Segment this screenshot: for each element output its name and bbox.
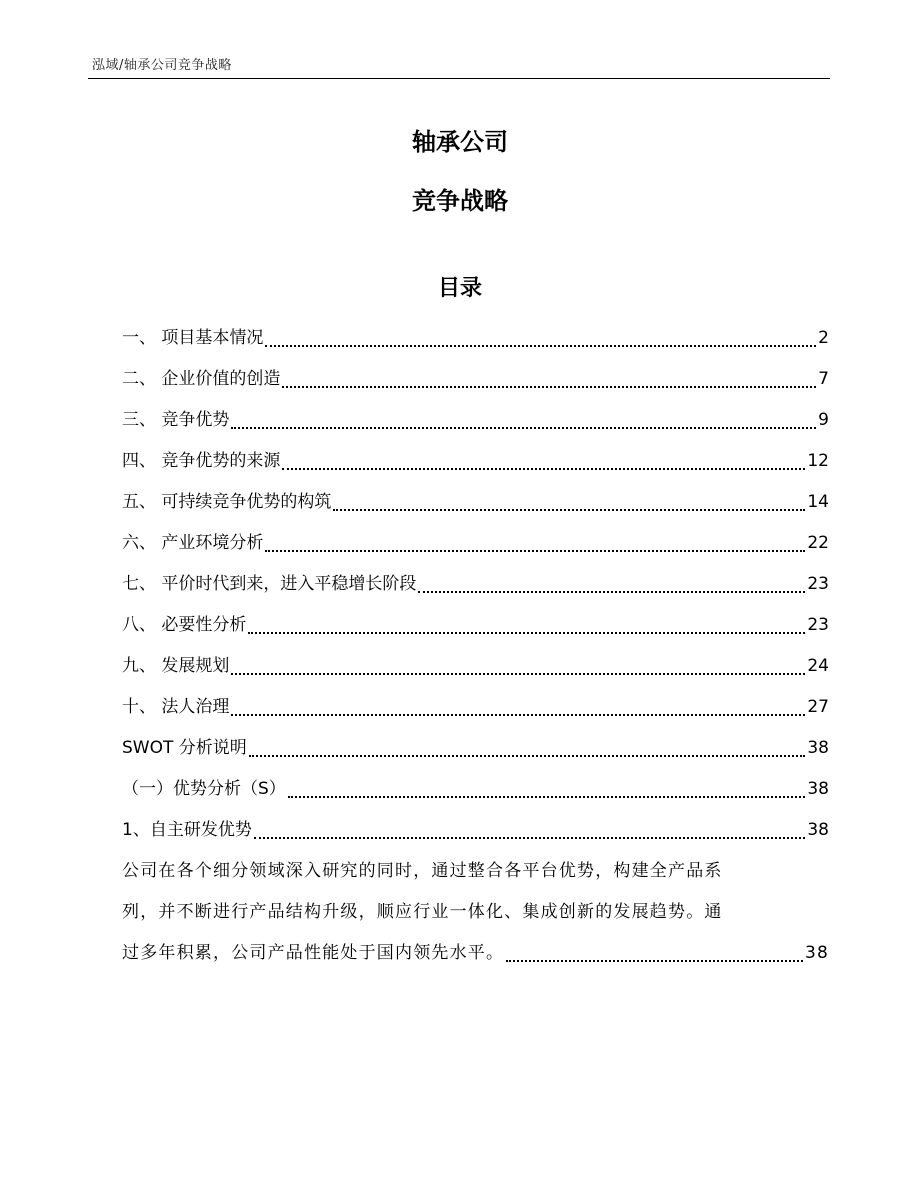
- toc-entry-page: 38: [804, 943, 829, 963]
- toc-leader-dots: [506, 959, 803, 962]
- toc-leader-dots: [231, 713, 805, 716]
- toc-leader-dots: [265, 344, 816, 347]
- toc-entry-label: 九、 发展规划: [122, 656, 230, 676]
- toc-leader-dots: [418, 590, 805, 593]
- toc-entry-page: 38: [807, 779, 829, 799]
- toc-heading: 目录: [437, 276, 482, 301]
- toc-entry[interactable]: [122, 687, 829, 728]
- toc-entry[interactable]: [122, 482, 829, 523]
- toc-long-entry-line: 过多年积累，公司产品性能处于国内领先水平。: [122, 943, 505, 963]
- document-title: 轴承公司: [412, 128, 508, 156]
- toc-entry-label: 1、自主研发优势: [122, 820, 252, 840]
- toc-entry[interactable]: [122, 359, 829, 400]
- toc-entry-page: 24: [807, 656, 829, 676]
- toc-entry-label: 四、 竞争优势的来源: [122, 451, 281, 471]
- toc-entry-label: 八、 必要性分析: [122, 615, 247, 635]
- toc-entry-label: 一、 项目基本情况: [122, 328, 264, 348]
- toc-entry[interactable]: [122, 441, 829, 482]
- toc-leader-dots: [288, 795, 806, 798]
- toc-entry-page: 9: [818, 410, 829, 430]
- toc-entry-page: 22: [807, 533, 829, 553]
- toc-entry-label: 五、 可持续竞争优势的构筑: [122, 492, 332, 512]
- toc-entry-page: 14: [807, 492, 829, 512]
- toc-leader-dots: [231, 672, 805, 675]
- toc-entry-page: 23: [807, 615, 829, 635]
- toc-entry-page: 27: [807, 697, 829, 717]
- toc-entry-page: 12: [807, 451, 829, 471]
- table-of-contents: [122, 318, 829, 974]
- toc-leader-dots: [265, 549, 805, 552]
- toc-long-entry-line: 列，并不断进行产品结构升级，顺应行业一体化、集成创新的发展趋势。通: [122, 902, 723, 922]
- toc-entry[interactable]: [122, 523, 829, 564]
- toc-entry-label: 三、 竞争优势: [122, 410, 230, 430]
- document-subtitle: 竞争战略: [412, 187, 508, 215]
- toc-entry-page: 2: [818, 328, 829, 348]
- header-rule: [88, 78, 830, 79]
- toc-long-entry[interactable]: [122, 851, 829, 974]
- toc-entry[interactable]: [122, 400, 829, 441]
- toc-entry-page: 38: [807, 820, 829, 840]
- toc-entry-page: 38: [807, 738, 829, 758]
- toc-leader-dots: [248, 631, 805, 634]
- toc-entry[interactable]: [122, 318, 829, 359]
- toc-entry[interactable]: [122, 646, 829, 687]
- toc-leader-dots: [254, 836, 806, 839]
- toc-leader-dots: [249, 754, 806, 757]
- toc-leader-dots: [333, 508, 805, 511]
- toc-long-entry-last-line: [122, 933, 829, 974]
- toc-entry[interactable]: [122, 728, 829, 769]
- toc-entry-label: （一）优势分析（S）: [122, 779, 286, 799]
- toc-entry-label: SWOT 分析说明: [122, 738, 247, 758]
- toc-entry-label: 七、 平价时代到来，进入平稳增长阶段: [122, 574, 417, 594]
- running-header: 泓域/轴承公司竞争战略: [92, 58, 232, 73]
- toc-entry[interactable]: [122, 810, 829, 851]
- toc-entry-page: 23: [807, 574, 829, 594]
- toc-leader-dots: [231, 426, 816, 429]
- toc-long-entry-line: 公司在各个细分领域深入研究的同时，通过整合各平台优势，构建全产品系: [122, 861, 723, 881]
- toc-entry[interactable]: [122, 605, 829, 646]
- toc-entry-label: 十、 法人治理: [122, 697, 230, 717]
- toc-entry-label: 二、 企业价值的创造: [122, 369, 281, 389]
- toc-leader-dots: [282, 385, 816, 388]
- toc-entry[interactable]: [122, 564, 829, 605]
- toc-leader-dots: [282, 467, 805, 470]
- toc-entry[interactable]: [122, 769, 829, 810]
- toc-entry-page: 7: [818, 369, 829, 389]
- toc-entry-label: 六、 产业环境分析: [122, 533, 264, 553]
